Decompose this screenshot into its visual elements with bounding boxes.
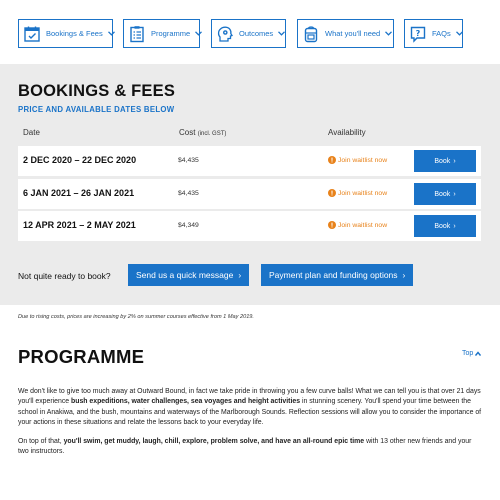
p2-text-end: with 13 other new friends and your two instructors. — [18, 438, 472, 456]
price-note: Due to rising costs, prices are increasing by 2% on summer courses effective from 1 May 2019. — [18, 314, 254, 320]
book-label: Book — [434, 222, 451, 230]
clipboard-icon — [128, 23, 146, 45]
not-ready-text: Not quite ready to book? — [18, 271, 111, 281]
nav-label: Bookings & Fees — [46, 29, 103, 38]
book-label: Book — [434, 190, 451, 198]
nav-label: Outcomes — [239, 29, 274, 38]
send-message-button[interactable] — [128, 264, 249, 286]
waitlist-link[interactable] — [328, 221, 387, 229]
book-button[interactable] — [414, 150, 476, 172]
booking-price: $4,349 — [178, 222, 199, 229]
programme-paragraph-2 — [18, 437, 482, 458]
alert-circle-icon — [328, 189, 336, 197]
booking-price: $4,435 — [178, 190, 199, 197]
chevron-down-icon — [456, 30, 463, 38]
chevron-down-icon — [278, 30, 285, 38]
nav-programme[interactable] — [123, 19, 200, 48]
booking-price: $4,435 — [178, 157, 199, 164]
send-message-label: Send us a quick message — [136, 270, 234, 280]
svg-text:?: ? — [415, 28, 421, 38]
bookings-subtitle: PRICE AND AVAILABLE DATES BELOW — [18, 105, 175, 114]
top-label: Top — [462, 350, 474, 357]
p2-text: On top of that, — [18, 438, 64, 445]
chevron-right-icon: › — [453, 190, 456, 198]
p1-text: We don't like to give too much away at Outward Bound, in fact we take pride in throwing you a few curve balls! What we can tell you is that over 21 days you'll experience — [18, 388, 481, 406]
alert-circle-icon — [328, 156, 336, 164]
book-label: Book — [434, 157, 451, 165]
bookings-title: BOOKINGS & FEES — [18, 82, 176, 100]
waitlist-link[interactable] — [328, 189, 387, 197]
waitlist-label: Join waitlist now — [338, 156, 388, 164]
booking-row — [18, 179, 481, 209]
bookings-section — [0, 64, 500, 305]
question-bubble-icon — [409, 23, 427, 45]
p1-emphasis: bush expeditions, water challenges, sea voyages and height activities — [71, 398, 301, 406]
back-to-top-link[interactable] — [462, 350, 481, 357]
nav-bookings-fees[interactable] — [18, 19, 113, 48]
chevron-right-icon: › — [238, 270, 242, 280]
chevron-down-icon — [385, 30, 392, 38]
header-date: Date — [23, 128, 40, 137]
chevron-up-icon — [475, 351, 481, 357]
nav-faqs[interactable] — [404, 19, 463, 48]
nav-label: What you'll need — [325, 29, 381, 38]
chevron-down-icon — [108, 30, 115, 38]
booking-row — [18, 146, 481, 176]
programme-title: PROGRAMME — [18, 346, 145, 367]
header-cost-label: Cost — [179, 128, 196, 137]
p2-emphasis: you'll swim, get muddy, laugh, chill, explore, problem solve, and have an all-round epic time — [63, 438, 365, 445]
payment-plan-button[interactable] — [261, 264, 413, 286]
book-button[interactable] — [414, 183, 476, 205]
chevron-right-icon: › — [453, 157, 456, 165]
booking-row — [18, 211, 481, 241]
waitlist-label: Join waitlist now — [338, 221, 388, 229]
waitlist-label: Join waitlist now — [338, 189, 388, 197]
waitlist-link[interactable] — [328, 156, 387, 164]
chevron-down-icon — [195, 30, 202, 38]
chevron-right-icon: › — [402, 270, 406, 280]
alert-circle-icon — [328, 221, 336, 229]
payment-plan-label: Payment plan and funding options — [269, 270, 398, 280]
book-button[interactable] — [414, 215, 476, 237]
header-availability: Availability — [328, 128, 366, 137]
booking-date: 12 APR 2021 – 2 MAY 2021 — [23, 220, 136, 230]
booking-date: 6 JAN 2021 – 26 JAN 2021 — [23, 188, 135, 198]
nav-label: FAQs — [432, 29, 451, 38]
head-gear-icon — [216, 23, 234, 45]
programme-paragraph-1 — [18, 387, 482, 428]
calendar-icon — [23, 23, 41, 45]
backpack-icon — [302, 23, 320, 45]
section-nav — [0, 0, 500, 64]
nav-outcomes[interactable] — [211, 19, 286, 48]
p1-text-end: in stunning scenery. You'll spend your time between the school in Anakiwa, and the bush, mountains and waterways of the Marlborough Sounds. Reflection sessions will allow you to consider the importance of your actions in these situations and relate the lessons back to your everyday life. — [18, 398, 482, 426]
header-cost — [179, 128, 226, 137]
chevron-right-icon: › — [453, 222, 456, 230]
booking-date: 2 DEC 2020 – 22 DEC 2020 — [23, 155, 137, 165]
nav-label: Programme — [151, 29, 191, 38]
header-cost-note: (incl. GST) — [197, 131, 227, 137]
nav-what-youll-need[interactable] — [297, 19, 394, 48]
